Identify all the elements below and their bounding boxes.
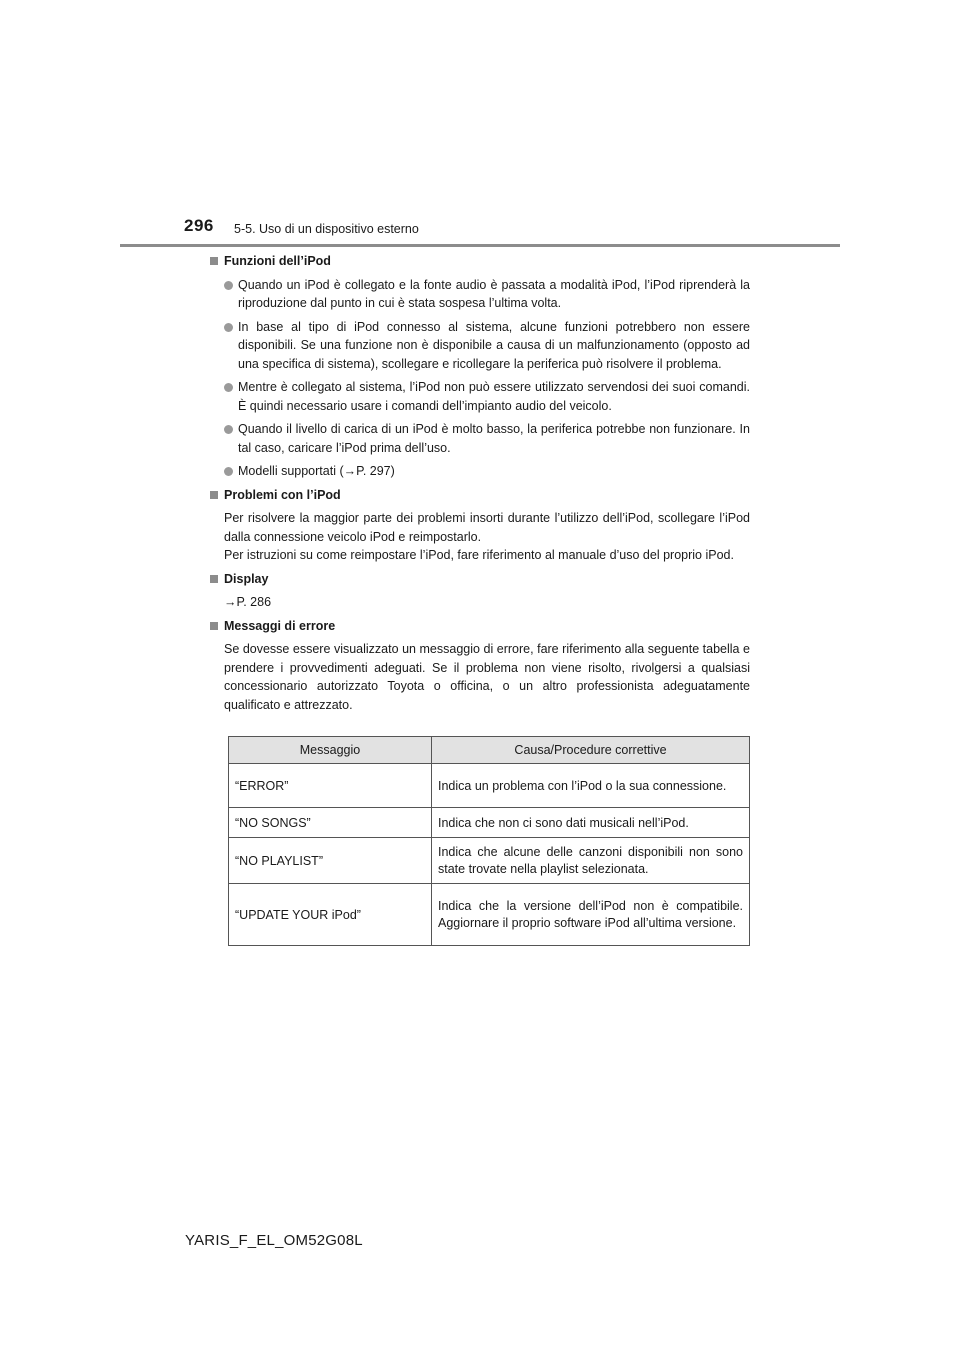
heading-text: Funzioni dell’iPod [224, 254, 331, 268]
table-row [229, 838, 750, 884]
header-rule [120, 244, 840, 247]
round-bullet-icon [224, 425, 233, 434]
cause-cell: Indica un problema con l’iPod o la sua connessione. [432, 764, 750, 808]
heading-display [210, 570, 750, 589]
message-cell: “NO SONGS” [229, 808, 432, 838]
round-bullet-icon [224, 383, 233, 392]
error-messages-table [228, 736, 750, 946]
square-bullet-icon [210, 622, 218, 630]
heading-text: Messaggi di errore [224, 618, 336, 633]
table-header-row [229, 737, 750, 764]
round-bullet-icon [224, 323, 233, 332]
heading-ipod-functions [210, 252, 750, 271]
bullet-item [210, 378, 750, 415]
round-bullet-icon [224, 467, 233, 476]
cause-cell: Indica che la versione dell’iPod non è compatibile. Aggiornare il proprio software iPod all’ultima versione. [432, 884, 750, 946]
message-cell: “NO PLAYLIST” [229, 838, 432, 884]
paragraph: Per risolvere la maggior parte dei problemi insorti durante l’utilizzo dell’iPod, scollegare l’iPod dalla connessione veicolo iPod e reimpostarlo. [224, 511, 750, 544]
bullet-item [210, 420, 750, 457]
heading-text: Display [224, 571, 269, 586]
bullet-text: Quando un iPod è collegato e la fonte audio è passata a modalità iPod, l’iPod riprenderà la riproduzione dal punto in cui è stata sospesa l’ultima volta. [238, 277, 750, 310]
page-number: 296 [184, 216, 214, 235]
table-row [229, 884, 750, 946]
square-bullet-icon [210, 575, 218, 583]
table-row [229, 764, 750, 808]
page-content [210, 252, 750, 714]
cause-cell: Indica che alcune delle canzoni disponibili non sono state trovate nella playlist selezionata. [432, 838, 750, 884]
bullet-item [210, 318, 750, 374]
message-cell: “ERROR” [229, 764, 432, 808]
bullet-text: Mentre è collegato al sistema, l’iPod non può essere utilizzato servendosi dei suoi comandi. È quindi necessario usare i comandi dell’impianto audio del veicolo. [238, 380, 750, 413]
heading-error-messages [210, 617, 750, 636]
square-bullet-icon [210, 491, 218, 499]
bullet-item [210, 276, 750, 313]
column-header-message: Messaggio [229, 737, 432, 764]
bullet-item [210, 462, 750, 481]
page-reference-link[interactable]: →P. 286 [224, 595, 272, 609]
document-code: YARIS_F_EL_OM52G08L [185, 1232, 363, 1249]
bullet-text: In base al tipo di iPod connesso al sistema, alcune funzioni potrebbero non essere disponibili. Se una funzione non è disponibile a causa di un malfunzionamento (opposto ad una specifica di sistema), scollegare e ricollegare la periferica può risolvere il problema. [238, 319, 750, 371]
bullet-text: Modelli supportati (→P. 297) [238, 464, 395, 478]
heading-text: Problemi con l’iPod [224, 487, 341, 502]
paragraph: Se dovesse essere visualizzato un messaggio di errore, fare riferimento alla seguente tabella e prendere i provvedimenti adeguati. Se il problema non viene risolto, rivolgersi a qualsiasi concessionario autorizzato Toyota o officina, o un altro professionista adeguatamente qualificato e attrezzato. [224, 642, 750, 712]
round-bullet-icon [224, 281, 233, 290]
column-header-cause: Causa/Procedure correttive [432, 737, 750, 764]
section-title: 5-5. Uso di un dispositivo esterno [234, 222, 419, 236]
heading-ipod-problems [210, 486, 750, 505]
square-bullet-icon [210, 257, 218, 265]
paragraph: Per istruzioni su come reimpostare l’iPod, fare riferimento al manuale d’uso del proprio iPod. [224, 548, 734, 562]
message-cell: “UPDATE YOUR iPod” [229, 884, 432, 946]
table-row [229, 808, 750, 838]
cause-cell: Indica che non ci sono dati musicali nell’iPod. [432, 808, 750, 838]
bullet-text: Quando il livello di carica di un iPod è molto basso, la periferica potrebbe non funzionare. In tal caso, caricare l’iPod prima dell’uso. [238, 422, 750, 455]
